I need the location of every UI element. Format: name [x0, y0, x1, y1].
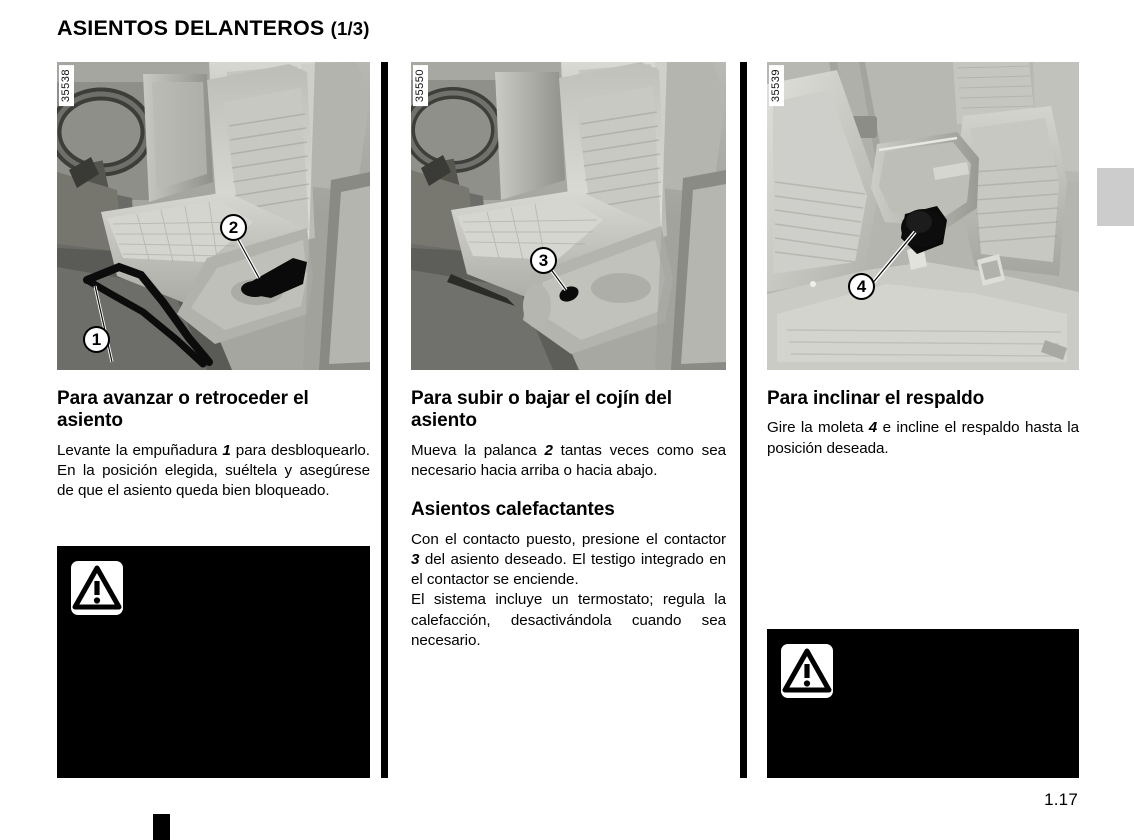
warning-triangle-icon	[71, 561, 123, 615]
section-edge-tab	[1097, 168, 1134, 226]
subsection-heading-heated-seats: Asientos calefactantes	[411, 499, 615, 521]
column-separator-2	[740, 62, 747, 778]
warning-triangle-icon	[781, 644, 833, 698]
section-heading-1: Para avanzar o retroceder el asiento	[57, 388, 309, 432]
section-heading-3: Para inclinar el respaldo	[767, 388, 985, 409]
content-column-2	[411, 62, 726, 651]
page-title	[57, 16, 370, 41]
page-title-subtitle: (1/3)	[330, 18, 370, 39]
bottom-registration-mark	[153, 814, 170, 840]
photo-figure-3	[767, 62, 1079, 370]
section-heading-2: Para subir o bajar el cojín del asiento	[411, 388, 672, 432]
warning-box-1	[57, 546, 370, 778]
body-paragraph-2-2: Con el contacto puesto, presione el contactor 3 del asiento deseado. El testigo integrado en el contactor se enciende.	[411, 530, 726, 589]
callout-marker-4: 4	[848, 273, 875, 300]
photo-illustration-3	[767, 62, 1079, 370]
photo-reference-number-3: 35539	[769, 65, 784, 106]
page-number: 1.17	[1044, 790, 1078, 809]
content-column-1	[57, 62, 370, 501]
photo-figure-2	[411, 62, 726, 370]
photo-reference-number-2: 35550	[413, 65, 428, 106]
callout-marker-2: 2	[220, 214, 247, 241]
warning-box-2	[767, 629, 1079, 778]
content-column-3	[767, 62, 1079, 459]
photo-figure-1	[57, 62, 370, 370]
photo-reference-number-1: 35538	[59, 65, 74, 106]
body-paragraph-2-3: El sistema incluye un termostato; regula la calefacción, desactivándola cuando sea necesario.	[411, 591, 726, 649]
callout-marker-1: 1	[83, 326, 110, 353]
body-paragraph-2-1: Mueva la palanca 2 tantas veces como sea necesario hacia arriba o hacia abajo.	[411, 441, 726, 480]
photo-illustration-2	[411, 62, 726, 370]
callout-marker-3: 3	[530, 247, 557, 274]
column-separator-1	[381, 62, 388, 778]
body-paragraph-3-1: Gire la moleta 4 e incline el respaldo hasta la posición deseada.	[767, 419, 1079, 457]
page-title-main: ASIENTOS DELANTEROS	[57, 16, 325, 40]
photo-illustration-1	[57, 62, 370, 370]
body-paragraph-1-1: Levante la empuñadura 1 para desbloquearlo. En la posición elegida, suéltela y asegúrese de que el asiento queda bien bloqueado.	[57, 441, 370, 500]
